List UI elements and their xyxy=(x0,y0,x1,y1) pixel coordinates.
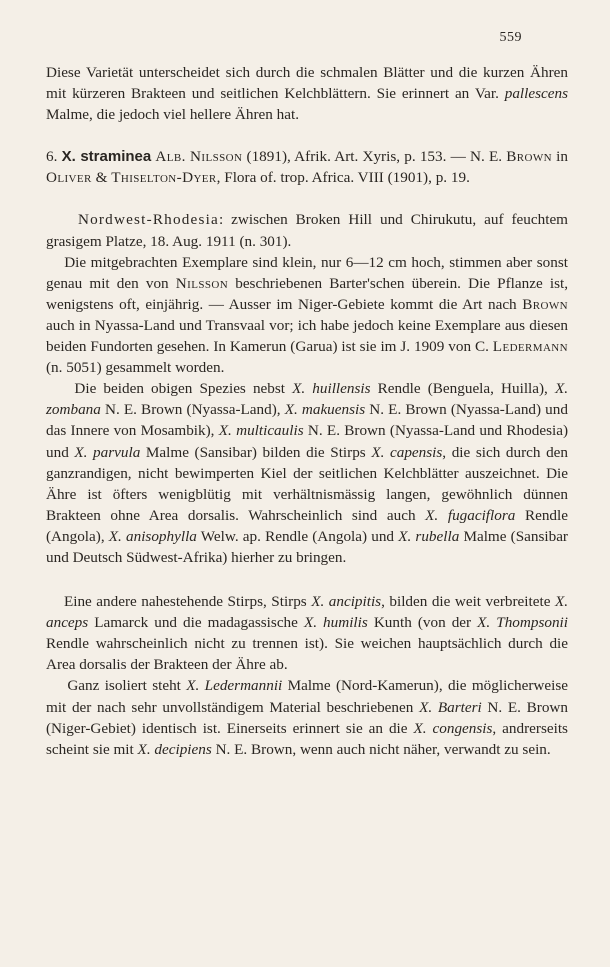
taxon-name: X. huillensis xyxy=(292,380,371,398)
text-run: (n. 5051) gesammelt worden. xyxy=(46,359,225,377)
species-number: 6. xyxy=(46,148,58,166)
text-run: Welw. ap. Rendle (Angola) und xyxy=(196,527,399,545)
text-run: N. E. Brown, wenn auch nicht näher, verwandt zu sein. xyxy=(211,740,551,758)
taxon-name: X. zombana xyxy=(46,380,569,419)
text-run: Malme (Sansibar und Deutsch Südwest-Afrika) hierher zu bringen. xyxy=(46,527,568,566)
taxon-name: X. capensis xyxy=(371,443,443,461)
text-run: Malme (Sansibar) bilden die Stirps xyxy=(140,443,372,461)
taxon-name: X. Barteri xyxy=(419,698,482,716)
text-run: Diese Varietät unterscheidet sich durch die schmalen Blätter und die kurzen Ähren mit kürzeren Brakteen und seitlichen Kelchblättern. Sie erinnert an Var. xyxy=(46,64,568,103)
text-run: , die sich durch den ganzrandigen, nicht bewimperten Kiel der seitlichen Kelchblätter auszeichnet. Die Ähre ist öfters wenigblütig mit verhältnismässig langen, gewöhnlich dünnen Brakteen ohne Area dorsalis. Wahrscheinlich sind auch xyxy=(46,443,569,524)
text-run: Rendle (Benguela, Huilla), xyxy=(370,380,555,398)
text-run: Malme, die jedoch viel hellere Ähren hat. xyxy=(46,106,300,124)
taxon-name: X. decipiens xyxy=(137,740,212,758)
species-name: X. straminea xyxy=(61,148,152,166)
text-run: (1891), Afrik. Art. Xyris, p. 153. — N. E. xyxy=(242,148,507,166)
text-run: Die mitgebrachten Exemplare sind klein, nur 6—12 cm hoch, stimmen aber sonst genau mit den von xyxy=(46,253,568,292)
author-name: Oliver xyxy=(46,169,92,187)
paragraph-ledermannii xyxy=(46,675,568,759)
taxon-name: X. congensis xyxy=(413,719,493,737)
author-name: Nilsson xyxy=(175,274,229,292)
author-name: Thiselton-Dyer xyxy=(111,169,217,187)
paragraph-stirps-capensis xyxy=(46,378,568,568)
taxon-name: X. parvula xyxy=(74,443,141,461)
text-run: N. E. Brown (Nyassa-Land), xyxy=(100,401,285,419)
text-run: Rendle wahrscheinlich nicht zu trennen ist). Sie weichen hauptsächlich durch die Area dorsalis der Brakteen der Ähre ab. xyxy=(46,635,568,674)
taxon-name: X. rubella xyxy=(398,527,460,545)
paragraph-specimen-notes xyxy=(46,252,568,379)
text-run: & xyxy=(91,169,112,187)
taxon-name: X. Thompsonii xyxy=(477,614,568,632)
text-run: Die beiden obigen Spezies nebst xyxy=(74,380,293,398)
author-name: Ledermann xyxy=(492,338,568,356)
text-run: : zwischen Broken Hill und Chirukutu, auf feuchtem grasigem Platze, 18. Aug. 1911 (n. 301). xyxy=(46,211,568,250)
paragraph-locality xyxy=(46,209,568,251)
author-name: Alb. xyxy=(155,148,186,166)
taxon-name: X. multicaulis xyxy=(218,422,304,440)
text-run: auch in Nyassa-Land und Transvaal vor; ich habe jedoch keine Exemplare aus diesen beiden Fundorten gesehen. In Kamerun (Garua) ist sie im J. 1909 von C. xyxy=(46,316,568,356)
paragraph-stirps-ancipitis xyxy=(46,591,568,675)
text-run: N. E. Brown (Niger-Gebiet) identisch ist. Einerseits erinnert sie an die xyxy=(46,698,568,737)
taxon-name: X. makuensis xyxy=(284,401,366,419)
taxon-name: X. Ledermannii xyxy=(186,677,283,695)
text-run: N. E. Brown (Nyassa-Land) und das Innere von Mosambik), xyxy=(46,401,568,440)
text-run: Rendle (Angola), xyxy=(46,506,568,545)
text-run: Ganz isoliert steht xyxy=(67,677,187,695)
author-name: Brown xyxy=(522,295,568,313)
text-run: , Flora of. trop. Africa. VIII (1901), p. 19. xyxy=(216,169,470,187)
taxon-name: X. humilis xyxy=(303,614,368,632)
text-run: , bilden die weit verbreitete xyxy=(381,593,555,611)
taxon-name: X. ancipitis xyxy=(311,593,382,611)
text-run: Lamarck und die madagassische xyxy=(88,614,304,632)
page-number: 559 xyxy=(499,30,522,45)
taxon-name: X. fugaciflora xyxy=(425,506,516,524)
text-run: Malme (Nord-Kamerun), die möglicherweise mit der nach sehr unvollständigem Material beschriebenen xyxy=(46,677,569,716)
paragraph-variety-description xyxy=(46,62,568,125)
taxon-name: X. anceps xyxy=(46,593,569,632)
taxon-name: X. anisophylla xyxy=(108,527,197,545)
region-name: Nordwest-Rhodesia xyxy=(77,211,219,229)
text-run: in xyxy=(551,148,568,166)
text-run: Kunth (von der xyxy=(367,614,478,632)
text-run: , andrerseits scheint sie mit xyxy=(46,719,568,758)
author-name: Brown xyxy=(506,148,552,166)
text-run: beschriebenen Barter'schen überein. Die Pflanze ist, wenigstens oft, einjährig. — Ausser im Niger-Gebiete kommt die Art nach xyxy=(46,274,568,313)
author-name: Nilsson xyxy=(190,148,243,166)
paragraph-species-heading xyxy=(46,146,568,188)
text-run: Eine andere nahestehende Stirps, Stirps xyxy=(63,593,312,611)
body-text xyxy=(46,62,568,760)
text-run: N. E. Brown (Nyassa-Land und Rhodesia) und xyxy=(46,422,568,461)
taxon-name: pallescens xyxy=(504,85,568,103)
